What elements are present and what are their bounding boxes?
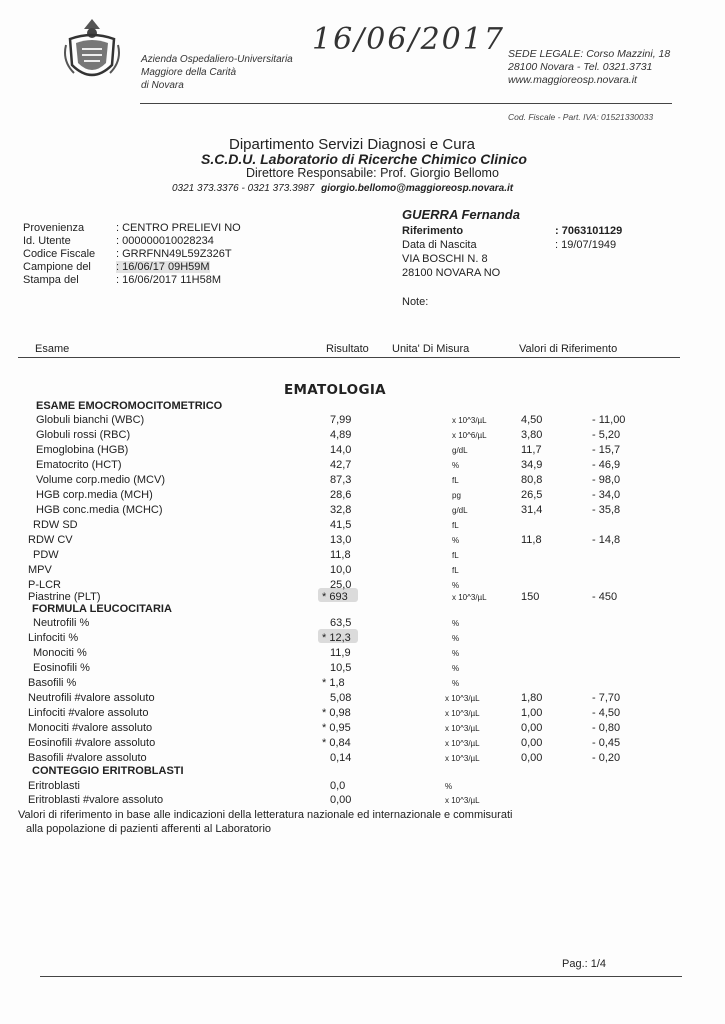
column-header-rule (18, 357, 680, 358)
info-row (23, 248, 241, 261)
col-unita: Unita' Di Misura (392, 343, 470, 355)
table-row (0, 549, 725, 563)
row-max: - 34,0 (592, 489, 621, 501)
row-result: * 12,3 (322, 632, 351, 644)
row-name: Eritroblasti (28, 780, 80, 792)
info-row (23, 235, 241, 248)
info-value: : CENTRO PRELIEVI NO (116, 222, 241, 234)
row-unit: x 10^3/µL (445, 754, 480, 763)
note-label: Note: (402, 296, 429, 308)
row-max: - 0,45 (592, 737, 621, 749)
info-label: Codice Fiscale (23, 248, 96, 260)
table-row (0, 474, 725, 488)
nascita-label: Data di Nascita (402, 239, 477, 251)
row-result: * 0,84 (322, 737, 351, 749)
info-value: : 16/06/17 09H59M (116, 261, 210, 273)
row-result: 5,08 (330, 692, 352, 704)
row-name: HGB conc.media (MCHC) (36, 504, 163, 516)
row-name: MPV (28, 564, 52, 576)
row-unit: % (452, 664, 460, 673)
info-label: Provenienza (23, 222, 85, 234)
row-result: 28,6 (330, 489, 352, 501)
row-name: Monociti % (33, 647, 87, 659)
group-emocromo: ESAME EMOCROMOCITOMETRICO (36, 400, 223, 412)
row-result: 13,0 (330, 534, 352, 546)
row-result: * 1,8 (322, 677, 345, 689)
row-name: HGB corp.media (MCH) (36, 489, 153, 501)
row-name: Eosinofili % (33, 662, 90, 674)
row-result: 41,5 (330, 519, 352, 531)
row-name: Eritroblasti #valore assoluto (28, 794, 164, 806)
department-title: Dipartimento Servizi Diagnosi e Cura (229, 136, 475, 153)
row-max: - 7,70 (592, 692, 621, 704)
address-line-1: VIA BOSCHI N. 8 (402, 253, 488, 265)
table-row (0, 722, 725, 736)
row-name: Basofili #valore assoluto (28, 752, 147, 764)
table-row (0, 662, 725, 676)
table-row (0, 707, 725, 721)
row-unit: % (452, 536, 460, 545)
table-row (0, 429, 725, 443)
row-name: Globuli rossi (RBC) (36, 429, 131, 441)
row-result: 63,5 (330, 617, 352, 629)
sede-line-1: SEDE LEGALE: Corso Mazzini, 18 (508, 48, 671, 60)
row-name: Emoglobina (HGB) (36, 444, 129, 456)
hospital-line-1: Azienda Ospedaliero-Universitaria (141, 54, 293, 65)
row-name: Monociti #valore assoluto (28, 722, 153, 734)
row-unit: % (452, 461, 460, 470)
table-row (0, 647, 725, 661)
row-unit: fL (452, 521, 459, 530)
row-name: Linfociti % (28, 632, 79, 644)
row-name: Piastrine (PLT) (28, 591, 101, 603)
table-row (0, 692, 725, 706)
patient-name: GUERRA Fernanda (402, 207, 520, 222)
footer-rule (40, 976, 682, 977)
info-row (23, 261, 241, 274)
table-row (0, 617, 725, 631)
row-unit: x 10^3/µL (452, 593, 487, 602)
table-row (0, 737, 725, 751)
page-number: Pag.: 1/4 (562, 958, 607, 970)
row-min: 1,00 (521, 707, 543, 719)
row-min: 11,7 (521, 444, 542, 456)
row-max: - 35,8 (592, 504, 621, 516)
row-unit: x 10^3/µL (445, 709, 480, 718)
section-title: EMATOLOGIA (284, 382, 386, 398)
info-block-left (23, 222, 241, 287)
table-row (0, 519, 725, 533)
info-value: : 000000010028234 (116, 235, 214, 247)
row-result: * 693 (322, 591, 348, 603)
row-name: Basofili % (28, 677, 77, 689)
row-min: 80,8 (521, 474, 543, 486)
row-result: 0,0 (330, 780, 346, 792)
row-min: 11,8 (521, 534, 542, 546)
row-name: RDW SD (33, 519, 78, 531)
footnote (18, 808, 512, 836)
row-unit: x 10^3/µL (445, 694, 480, 703)
info-row (23, 222, 241, 235)
row-name: PDW (33, 549, 59, 561)
table-row (0, 564, 725, 578)
hospital-name (141, 53, 293, 92)
row-unit: g/dL (452, 446, 468, 455)
row-result: * 0,95 (322, 722, 351, 734)
info-label: Stampa del (23, 274, 79, 286)
row-name: Volume corp.medio (MCV) (36, 474, 165, 486)
row-max: - 0,80 (592, 722, 621, 734)
row-result: 10,5 (330, 662, 352, 674)
address-line-2: 28100 NOVARA NO (402, 267, 501, 279)
table-row (0, 489, 725, 503)
table-row (0, 414, 725, 428)
info-label: Campione del (23, 261, 91, 273)
row-max: - 46,9 (592, 459, 621, 471)
row-unit: % (452, 581, 460, 590)
row-max: - 5,20 (592, 429, 621, 441)
row-max: - 11,00 (592, 414, 626, 426)
row-result: 0,00 (330, 794, 352, 806)
info-value: : GRRFNN49L59Z326T (116, 248, 232, 260)
row-unit: x 10^3/µL (445, 739, 480, 748)
row-result: 42,7 (330, 459, 352, 471)
row-max: - 98,0 (592, 474, 621, 486)
row-result: 25,0 (330, 579, 352, 591)
row-name: Neutrofili #valore assoluto (28, 692, 155, 704)
table-row (0, 459, 725, 473)
hospital-crest-logo (62, 15, 122, 87)
row-result: 11,8 (330, 549, 351, 561)
table-row (0, 534, 725, 548)
row-name: Ematocrito (HCT) (36, 459, 122, 471)
table-row (0, 677, 725, 691)
sede-line-2: 28100 Novara - Tel. 0321.3731 (508, 61, 653, 73)
row-result: 7,99 (330, 414, 352, 426)
row-unit: % (452, 634, 460, 643)
row-unit: % (445, 782, 453, 791)
row-unit: fL (452, 551, 459, 560)
row-unit: g/dL (452, 506, 468, 515)
row-min: 0,00 (521, 752, 543, 764)
row-min: 0,00 (521, 737, 543, 749)
footnote-line-1: Valori di riferimento in base alle indicazioni della letteratura nazionale ed internazionale e commisurati (18, 809, 513, 821)
hospital-line-2: Maggiore della Carità (141, 67, 237, 78)
row-name: P-LCR (28, 579, 62, 591)
row-min: 26,5 (521, 489, 543, 501)
table-row (0, 780, 725, 794)
row-min: 31,4 (521, 504, 543, 516)
row-name: Neutrofili % (33, 617, 90, 629)
lab-name: S.C.D.U. Laboratorio di Ricerche Chimico Clinico (201, 151, 527, 167)
table-row (0, 794, 725, 808)
row-result: 87,3 (330, 474, 352, 486)
phone-numbers: 0321 373.3376 - 0321 373.3987 (172, 183, 315, 194)
table-row (0, 504, 725, 518)
row-max: - 0,20 (592, 752, 621, 764)
table-row (0, 591, 725, 605)
riferimento-value: : 7063101129 (555, 225, 623, 237)
nascita-value: : 19/07/1949 (555, 239, 617, 251)
table-row (0, 632, 725, 646)
row-max: - 15,7 (592, 444, 621, 456)
info-value: : 16/06/2017 11H58M (116, 274, 221, 286)
row-min: 1,80 (521, 692, 543, 704)
info-row (23, 274, 241, 287)
sede-line-3: www.maggioreosp.novara.it (508, 74, 637, 86)
table-row (0, 752, 725, 766)
contact-line (172, 183, 513, 194)
header-divider (140, 103, 672, 104)
info-label: Id. Utente (23, 235, 71, 247)
hospital-line-3: di Novara (141, 80, 184, 91)
director: Direttore Responsabile: Prof. Giorgio Bellomo (246, 166, 499, 180)
cod-fiscale: Cod. Fiscale - Part. IVA: 01521330033 (508, 112, 654, 122)
row-result: 4,89 (330, 429, 352, 441)
row-unit: x 10^3/µL (445, 724, 480, 733)
row-min: 0,00 (521, 722, 543, 734)
table-row (0, 444, 725, 458)
row-name: RDW CV (28, 534, 73, 546)
row-min: 3,80 (521, 429, 543, 441)
row-unit: x 10^3/µL (445, 796, 480, 805)
col-esame: Esame (35, 343, 70, 355)
row-max: - 450 (592, 591, 618, 603)
row-name: Linfociti #valore assoluto (28, 707, 149, 719)
row-name: Eosinofili #valore assoluto (28, 737, 156, 749)
email: giorgio.bellomo@maggioreosp.novara.it (321, 183, 514, 194)
row-max: - 14,8 (592, 534, 621, 546)
footnote-line-2: alla popolazione di pazienti afferenti al Laboratorio (26, 823, 272, 835)
row-unit: % (452, 649, 460, 658)
row-result: 14,0 (330, 444, 352, 456)
row-unit: fL (452, 476, 459, 485)
row-unit: % (452, 619, 460, 628)
row-unit: x 10^6/µL (452, 431, 487, 440)
row-result: 0,14 (330, 752, 352, 764)
handwritten-date: 16/06/2017 (312, 22, 505, 57)
row-result: * 0,98 (322, 707, 351, 719)
row-unit: x 10^3/µL (452, 416, 487, 425)
row-result: 32,8 (330, 504, 352, 516)
row-min: 4,50 (521, 414, 543, 426)
row-unit: pg (452, 491, 461, 500)
row-result: 10,0 (330, 564, 352, 576)
row-unit: fL (452, 566, 459, 575)
row-name: Globuli bianchi (WBC) (36, 414, 145, 426)
group-formula: FORMULA LEUCOCITARIA (32, 603, 172, 615)
col-risultato: Risultato (326, 343, 369, 355)
group-eritroblasti: CONTEGGIO ERITROBLASTI (32, 765, 184, 777)
sede-legale (508, 48, 670, 87)
row-min: 34,9 (521, 459, 543, 471)
row-min: 150 (521, 591, 540, 603)
riferimento-label: Riferimento (402, 225, 464, 237)
row-result: 11,9 (330, 647, 351, 659)
row-max: - 4,50 (592, 707, 621, 719)
col-valori: Valori di Riferimento (519, 343, 618, 355)
row-unit: % (452, 679, 460, 688)
